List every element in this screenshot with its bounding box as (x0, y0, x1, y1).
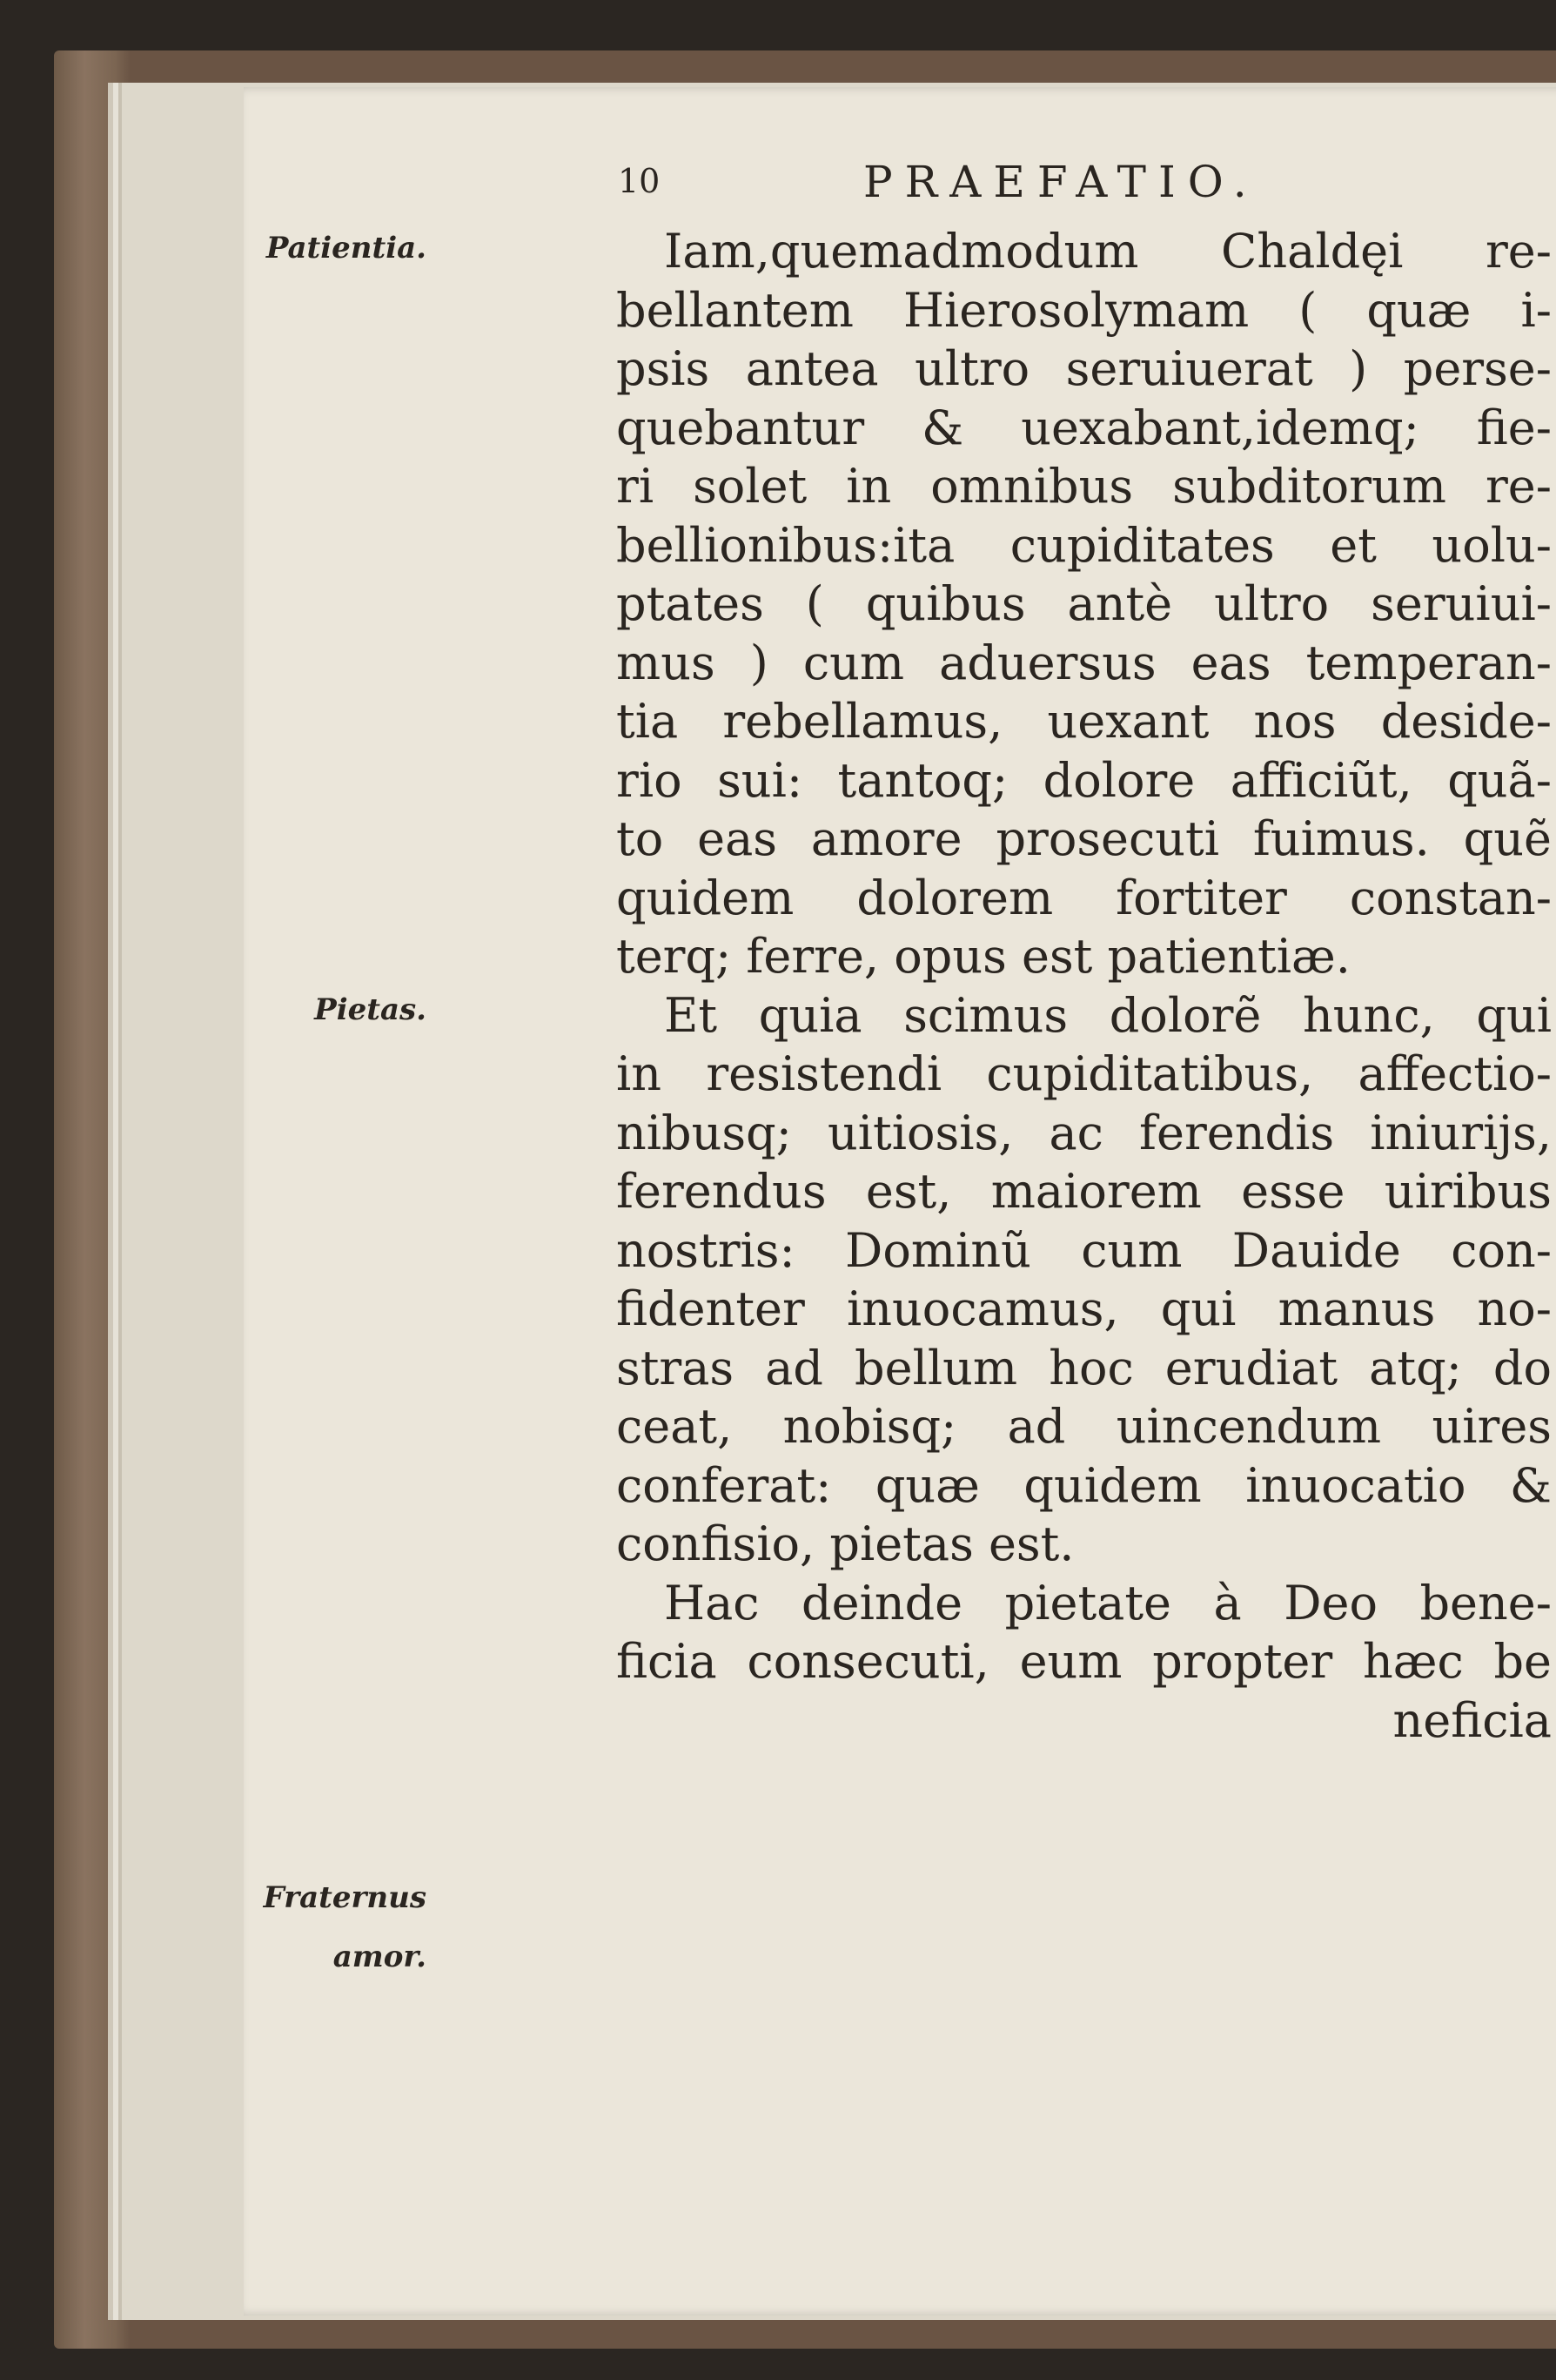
margin-note-fraternus: Fraternus (263, 1880, 426, 1915)
text-line: Iam,quemadmodum Chaldęi re- (664, 224, 1552, 279)
text-line: bellantem Hierosolymam ( quæ i- (616, 282, 1552, 338)
text-line: stras ad bellum hoc erudiat atq; do (616, 1340, 1552, 1395)
margin-note-amor: amor. (332, 1940, 426, 1974)
text-line: rio sui: tantoq; dolore afficiũt, quã- (616, 752, 1552, 808)
text-line: ceat, nobisq; ad uincendum uires (616, 1399, 1552, 1454)
text-line: bellionibus:ita cupiditates et uolu- (616, 517, 1552, 573)
text-line: psis antea ultro seruiuerat ) perse- (616, 341, 1552, 396)
text-line: conferat: quæ quidem inuocatio & (616, 1457, 1552, 1513)
running-title: PRAEFATIO. (863, 157, 1259, 207)
margin-note-pietas: Pietas. (314, 992, 426, 1027)
margin-note-patientia: Patientia. (265, 231, 426, 266)
text-line: to eas amore prosecuti fuimus. quẽ (616, 811, 1552, 866)
text-line: mus ) cum aduersus eas temperan- (616, 635, 1552, 690)
text-line: in resistendi cupiditatibus, affectio- (616, 1046, 1552, 1101)
text-line: quidem dolorem fortiter constan- (616, 870, 1552, 925)
text-line: nibusq; uitiosis, ac ferendis iniurijs, (616, 1105, 1552, 1160)
folio-number: 10 (618, 162, 661, 200)
text-line: ptates ( quibus antè ultro seruiui- (616, 576, 1552, 631)
text-line: Hac deinde pietate à Deo bene- (664, 1575, 1552, 1630)
text-line: terq; ferre, opus est patientiæ. (616, 929, 1351, 984)
text-line: ferendus est, maiorem esse uiribus (616, 1164, 1552, 1219)
text-line: confisio, pietas est. (616, 1516, 1075, 1571)
text-line: tia rebellamus, uexant nos deside- (616, 694, 1552, 749)
text-line: ficia consecuti, eum propter hæc be (616, 1634, 1552, 1689)
page-content (244, 87, 1556, 2316)
body-text (616, 222, 1552, 1750)
text-line: Et quia scimus dolorẽ hunc, qui (664, 987, 1552, 1043)
book-page (244, 87, 1556, 2316)
text-line: fidenter inuocamus, qui manus no- (616, 1281, 1552, 1336)
catchword: neficia (1392, 1692, 1552, 1748)
text-line: quebantur & uexabant,idemq; fie- (616, 400, 1552, 455)
text-line: nostris: Dominũ cum Dauide con- (616, 1222, 1552, 1278)
text-line: ri solet in omnibus subditorum re- (616, 459, 1552, 514)
